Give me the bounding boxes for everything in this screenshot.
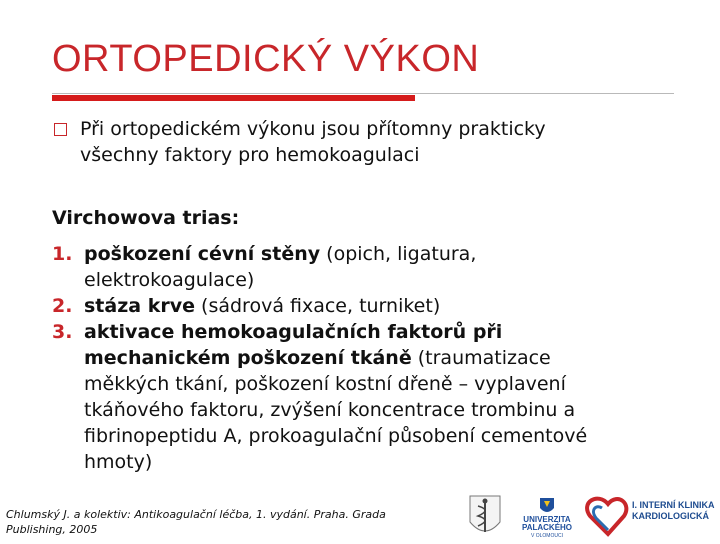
list-item-line: [84, 449, 672, 475]
heart-logo-icon: [587, 499, 626, 534]
detail-text: hmoty): [84, 451, 153, 473]
list-item-line: [84, 241, 672, 267]
title-divider-thin: [52, 93, 674, 94]
list-item-number: 1.: [52, 243, 73, 265]
detail-text: (traumatizace: [411, 347, 551, 369]
list-item-number: 3.: [52, 321, 73, 343]
list-item-number: 2.: [52, 295, 73, 317]
emphasis-text: aktivace hemokoagulačních faktorů při: [84, 321, 503, 343]
detail-text: elektrokoagulace): [84, 269, 255, 291]
footer-logos: [466, 494, 720, 540]
list-item-line: [84, 397, 672, 423]
citation-line: Publishing, 2005: [6, 523, 98, 536]
list-item: [52, 319, 672, 475]
title-divider-accent: [52, 95, 415, 101]
list-item-line: [84, 293, 672, 319]
list-item-line: [84, 319, 672, 345]
numbered-list: [52, 241, 672, 475]
list-item: [52, 293, 672, 319]
emphasis-text: stáza krve: [84, 295, 195, 317]
detail-text: (sádrová fixace, turniket): [195, 295, 441, 317]
slide-title: ORTOPEDICKÝ VÝKON: [52, 38, 480, 80]
logos-svg: [466, 494, 720, 540]
list-item: [52, 241, 672, 293]
university-name-line1: UNIVERZITA: [523, 515, 571, 524]
medical-emblem-icon: [470, 496, 500, 532]
bullet-text-line: všechny faktory pro hemokoagulaci: [80, 144, 420, 166]
list-item-line: [84, 267, 672, 293]
detail-text: tkáňového faktoru, zvýšení koncentrace trombinu a: [84, 399, 576, 421]
bullet-text: [54, 116, 654, 168]
hollow-square-bullet-icon: [54, 123, 67, 136]
university-name-line3: V OLOMOUCI: [531, 533, 563, 539]
bullet-text-line: Při ortopedickém výkonu jsou přítomny prakticky: [80, 118, 546, 140]
emphasis-text: mechanickém poškození tkáně: [84, 347, 412, 369]
university-shield-icon: [540, 498, 554, 512]
list-item-line: [84, 345, 672, 371]
bullet-point: [54, 116, 654, 168]
clinic-name-line1: I. INTERNÍ KLINIKA: [632, 500, 715, 510]
detail-text: měkkých tkání, poškození kostní dřeně – vyplavení: [84, 373, 566, 395]
university-name-line2: PALACKÉHO: [521, 523, 573, 532]
list-item-line: [84, 423, 672, 449]
list-item-line: [84, 371, 672, 397]
detail-text: (opich, ligatura,: [320, 243, 477, 265]
detail-text: fibrinopeptidu A, prokoagulační působení cementové: [84, 425, 588, 447]
clinic-name-line2: KARDIOLOGICKÁ: [632, 511, 709, 521]
section-heading: Virchowova trias:: [52, 207, 240, 229]
source-citation: [6, 507, 446, 537]
emphasis-text: poškození cévní stěny: [84, 243, 321, 265]
citation-line: Chlumský J. a kolektiv: Antikoagulační léčba, 1. vydání. Praha. Grada: [6, 508, 386, 521]
